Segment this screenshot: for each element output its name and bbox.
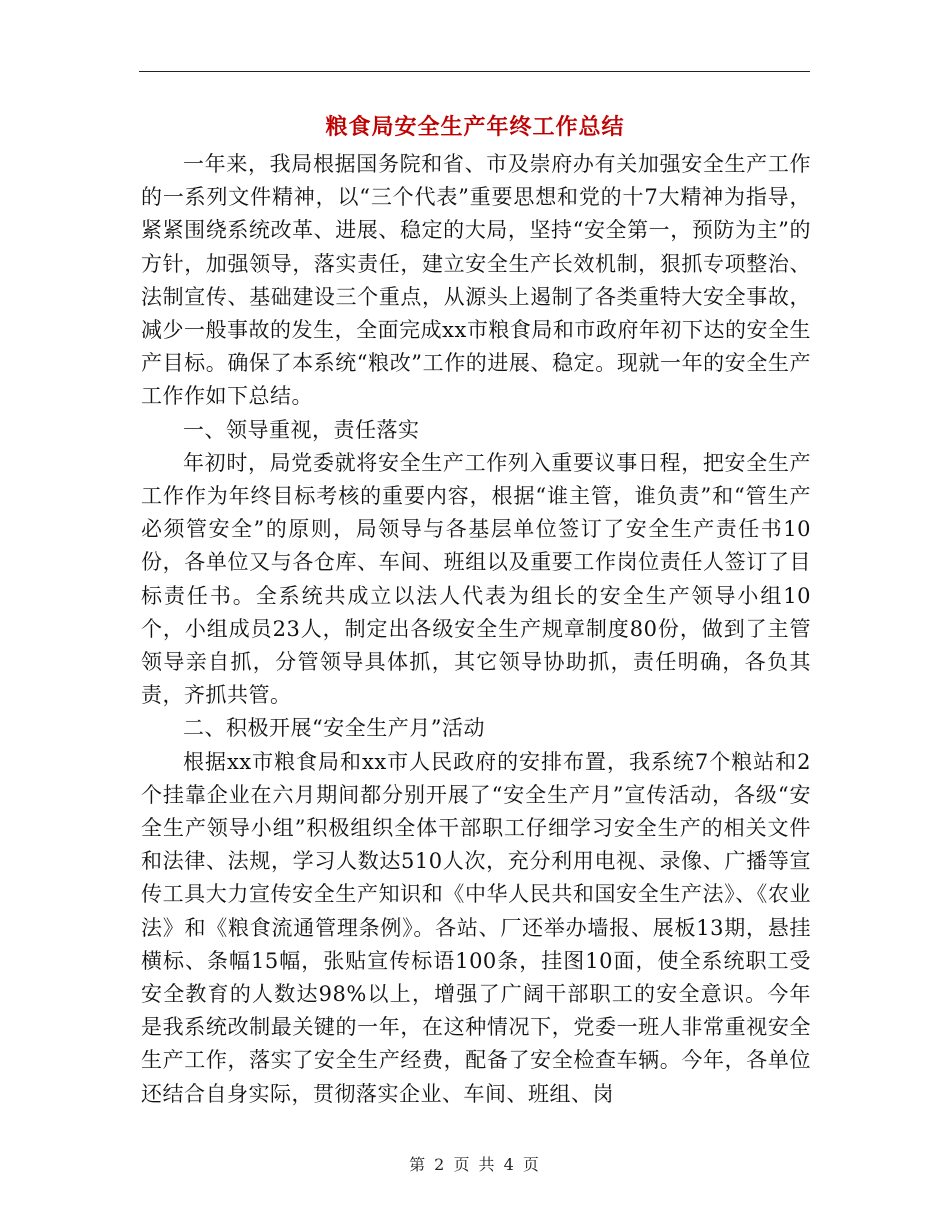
document-title: 粮食局安全生产年终工作总结 (325, 114, 625, 140)
document-body (141, 148, 811, 1111)
header-rule (139, 71, 810, 72)
section-heading-2: 二、积极开展“安全生产月”活动 (183, 716, 485, 741)
paragraph-section-1: 年初时，局党委就将安全生产工作列入重要议事日程，把安全生产工作作为年终目标考核的重要内容，根据“谁主管，谁负责”和“管生产必须管安全”的原则，局领导与各基层单位签订了安全生产责任书10份，各单位又与各仓库、车间、班组以及重要工作岗位责任人签订了目标责任书。全系统共成立以法人代表为组长的安全生产领导小组10个，小组成员23人，制定出各级安全生产规章制度80份，做到了主管领导亲自抓，分管领导具体抓，其它领导协助抓，责任明确，各负其责，齐抓共管。 (141, 450, 811, 708)
paragraph-section-2: 根据xx市粮食局和xx市人民政府的安排布置，我系统7个粮站和2个挂靠企业在六月期间都分别开展了“安全生产月”宣传活动，各级“安全生产领导小组”积极组织全体干部职工仔细学习安全生产的相关文件和法律、法规，学习人数达510人次，充分利用电视、录像、广播等宣传工具大力宣传安全生产知识和《中华人民共和国安全生产法》、《农业法》和《粮食流通管理条例》。各站、厂还举办墙报、展板13期，悬挂横标、条幅15幅，张贴宣传标语100条，挂图10面，使全系统职工受安全教育的人数达98%以上，增强了广阔干部职工的安全意识。今年是我系统改制最关键的一年，在这种情况下，党委一班人非常重视安全生产工作，落实了安全生产经费，配备了安全检查车辆。今年，各单位还结合自身实际，贯彻落实企业、车间、班组、岗 (141, 749, 811, 1106)
section-heading-1: 一、领导重视，责任落实 (183, 417, 420, 442)
paragraph-intro: 一年来，我局根据国务院和省、市及崇府办有关加强安全生产工作的一系列文件精神，以“三个代表”重要思想和党的十7大精神为指导，紧紧围绕系统改革、进展、稳定的大局，坚持“安全第一，预防为主”的方针，加强领导，落实责任，建立安全生产长效机制，狠抓专项整治、法制宣传、基础建设三个重点，从源头上遏制了各类重特大安全事故，减少一般事故的发生，全面完成xx市粮食局和市政府年初下达的安全生产目标。确保了本系统“粮改”工作的进展、稳定。现就一年的安全生产工作作如下总结。 (141, 152, 811, 409)
page-footer: 第 2 页 共 4 页 (409, 1155, 541, 1174)
